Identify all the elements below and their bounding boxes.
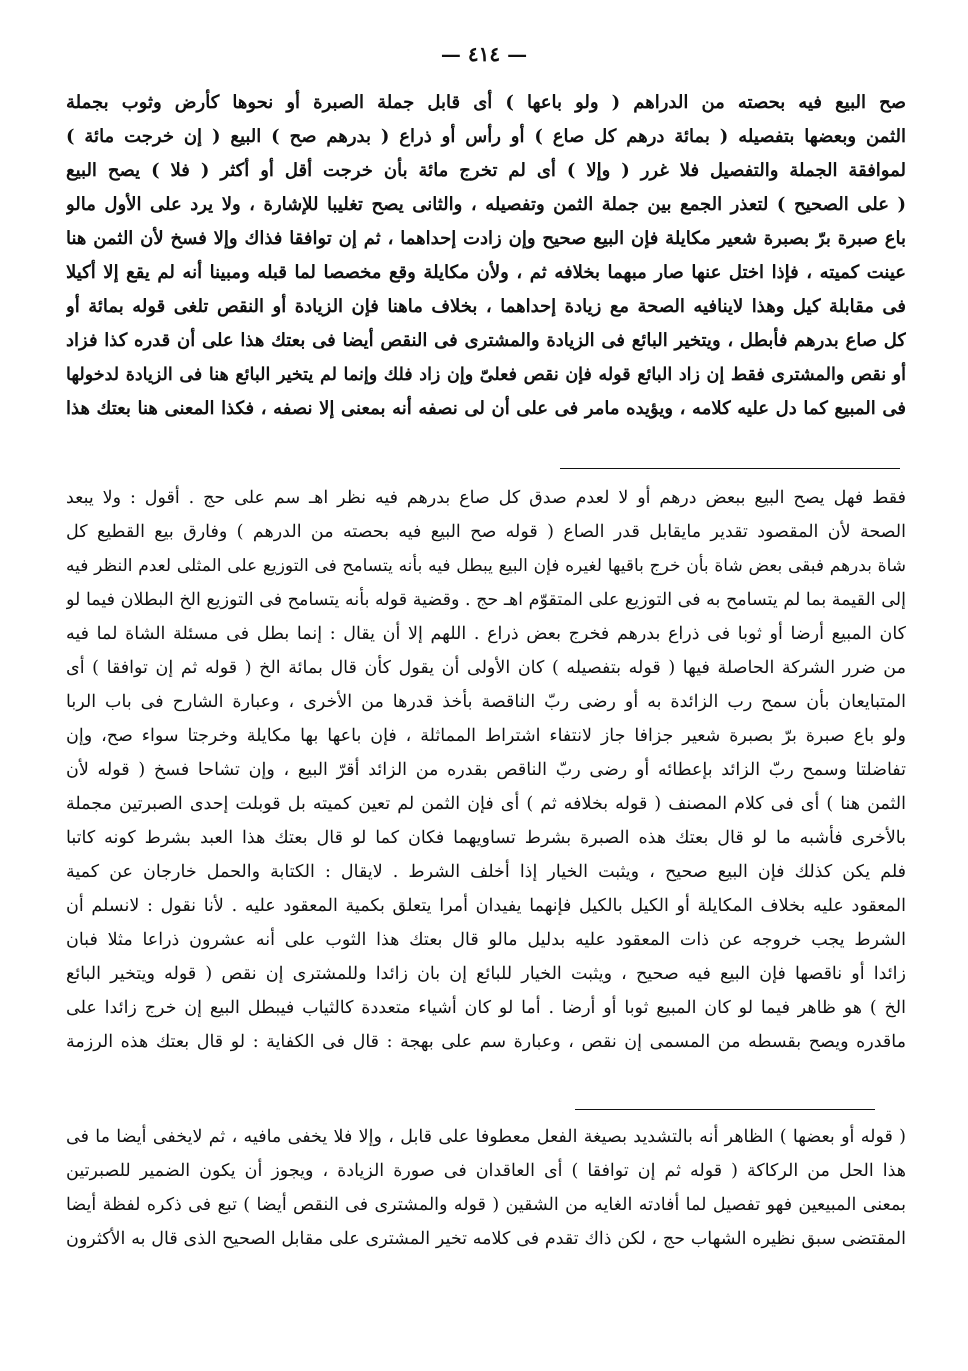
separator-rule [560, 468, 900, 469]
footnote-line: ماقدره ويصح بقسطه من المسمى إن نقص ، وعبارة سم على بهجة : قال فى الكفاية : لو قال بعتك هذه الرزمة [66, 1032, 906, 1052]
main-text-line: لموافقة الجملة والتفصيل فلا غرر ( وإلا ) أى لم تخرج مائة بأن خرجت أقل أو أكثر ( فلا ) يصح البيع [66, 160, 906, 181]
main-text-line: فى مقابلة كيل وهذا لاينافيه الصحة مع زيادة إحداهما ، بخلاف ماهنا فإن الزيادة أو النقص تلغى قوله بمائة أو [66, 296, 906, 317]
footnote-line: ولو باع صبرة برّ بصبرة شعير جزافا جاز لانتفاء اشتراط المماثلة ، فإن باعها بها مكايلة وخرجتا سواء صح، وإن [66, 726, 906, 746]
footnote-2 [66, 1120, 906, 1256]
footnote-line: الشرط يجب خروجه عن ذات المعقود عليه بدليل مالو قال بعتك هذا الثوب على أنه عشرون ذراعا مثلا فبان [66, 930, 906, 950]
page-number: — ٤١٤ — [440, 42, 528, 66]
main-text-line: أو نقص والمشترى فقط إن زاد البائع قوله فإن نقص فعلىّ وإن زاد فلك وإنما لم يتخير البائع هنا فى الزيادة لدخولها [66, 365, 906, 385]
footnote-line: بالأخرى فأشبه ما لو قال بعتك هذه الصبرة بشرط تساويهما فكان كما لو قال بعتك هذا العبد بشرط كونه كاتبا [66, 828, 906, 848]
footnote-line: تفاضلتا وسمح ربّ الزائد بإعطائه أو رضى ربّ الناقص بقدره من الزائد أقرّ البيع ، وإن تشاحا فسخ ( قوله لأن [66, 760, 906, 780]
footnote-line: إلى القيمة بما لم يتسامح به فى التوزيع على المتقوّم اهـ حج . وقضية قوله بأنه يتسامح فى التوزيع الخ البطلان فيما لو [66, 590, 906, 610]
footnote-line: المقتضى سبق نظيره الشهاب حج ، لكن ذاك تقدم فى كلامه تخير المشترى على مقابل الصحيح الذى قال به الأكثرون [66, 1229, 906, 1249]
main-text [66, 86, 906, 426]
footnote-line: فلم يكن كذلك فإن البيع صحيح ، ويثبت الخيار إذا أخلف الشرط . لايقال : الكتابة والحمل خارجان عن كمية [66, 862, 906, 882]
footnote-line: الخ ) هو ظاهر فيما لو كان المبيع ثوبا أو أرضا . أما لو كان أشياء متعددة كالثياب فيبطل البيع إن خرج زائدا على [66, 998, 906, 1018]
main-text-line: الثمن وبعضها بتفصيله ( بمائة درهم كل صاع ) أو رأس أو ذراع ( بدرهم صح ) البيع ( إن خرجت مائة ) [66, 126, 906, 147]
footnote-line: كان المبيع أرضا أو ثوبا فى ذراع بدرهم فخرج بعض ذراع . اللهم إلا أن يقال : إنما بطل فى مسئلة الشاة لما فيه [66, 624, 906, 644]
footnote-1 [66, 481, 906, 1059]
separator-rule [575, 1109, 875, 1110]
footnote-line: زائدا أو ناقصها فإن البيع فيه صحيح ، ويثبت الخيار للبائع إن بان زائدا وللمشترى إن نقص ( قوله ويتخير البائع [66, 964, 906, 984]
main-text-line: كل صاع بدرهم فأبطل ، ويتخير البائع فى الزيادة والمشترى فى النقص أيضا فى بعتك هذا على أن قدره كذا فزاد [66, 330, 906, 351]
footnote-line: بمعنى المبيعين فهو تفصيل لما أفادته الغايه من الشقين ( قوله والمشترى فى النقص أيضا ) تبع فى ذكره لفظة أيضا [66, 1195, 906, 1215]
footnote-line: الصحة لأن المقصود تقدير مايقابل قدر الصاع ( قوله صح البيع فيه بحصته من الدرهم ) وفارق بيع القطيع كل [66, 522, 906, 542]
footnote-line: من ضرر الشركة الحاصلة فيها ( قوله بتفصيله ) كان الأولى أن يقول كأن قال بمائة الخ ( قوله ثم إن توافقا ) أى [66, 658, 906, 678]
main-text-line: صح البيع فيه بحصته من الدراهم ( ولو باعها ) أى قابل جملة الصبرة أو نحوها كأرض وثوب بجملة [66, 92, 906, 113]
footnote-line: فقط فهل يصح البيع ببعض درهم أو لا لعدم صدق كل صاع بدرهم فيه نظر اهـ سم على حج . أقول : ولا يبعد [66, 488, 906, 508]
main-text-line: عينت كميته ، فإذا اختل عنها صار مبهما بخلافه ثم ، ولأن مكايلة وقع مخصصا لما قبله ومبينا أنه لم يقع إلا أكيلا [66, 262, 906, 283]
footnote-line: الثمن هنا ) أى فى كلام المصنف ( قوله بخلافه ثم ) أى فإن الثمن لم تعين كميته بل قوبلت إحدى الصبرتين مجملة [66, 794, 906, 814]
footnote-line: ( قوله أو بعضها ) الظاهر أنه بالتشديد بصيغة الفعل معطوفا على قابل ، وإلا فلا يخفى مافيه ، ثم لايخفى أيضا ما فى [66, 1127, 906, 1147]
footnote-line: شاة بدرهم فبقى بعض شاة بأن خرج باقيها لغيره فإن البيع يبطل فيه بأنه يتسامح فى التوزيع على المثلى لعدم النظر فيه [66, 556, 906, 576]
main-text-line: ( على الصحيح ) لتعذر الجمع بين جملة الثمن وتفصيله ، والثانى يصح تغليبا للإشارة ، ولا يرد على الأول مالو [66, 194, 906, 215]
footnote-line: هذا الحل من الركاكة ( قوله ثم إن توافقا ) أى العاقدان فى صورة الزيادة ، ويجوز أن يكون الضمير للصبرتين [66, 1161, 906, 1181]
footnote-line: المتبايعان بأن سمح رب الزائدة به أو رضى ربّ الناقصة بأخذ قدرها من الأخرى ، وعبارة الشارح فى باب الربا [66, 692, 906, 712]
main-text-line: باع صبرة برّ بصبرة شعير مكايلة فإن البيع صحيح وإن زادت إحداهما ، ثم إن توافقا فذاك وإلا فسخ لأن الثمن هنا [66, 228, 906, 249]
main-text-line: فى المبيع كما دل عليه كلامه ، ويؤيده مامر فى على أن لى نصفه أنه بمعنى إلا نصفه ، فكذا المعنى هنا بعتك هذا [66, 398, 906, 419]
footnote-line: المعقود عليه بخلاف المكايلة أو الكيل بالكيل فإنهما يفيدان أمرا يتعلق بكمية المعقود عليه . لأنا نقول : لانسلم أن [66, 896, 906, 916]
